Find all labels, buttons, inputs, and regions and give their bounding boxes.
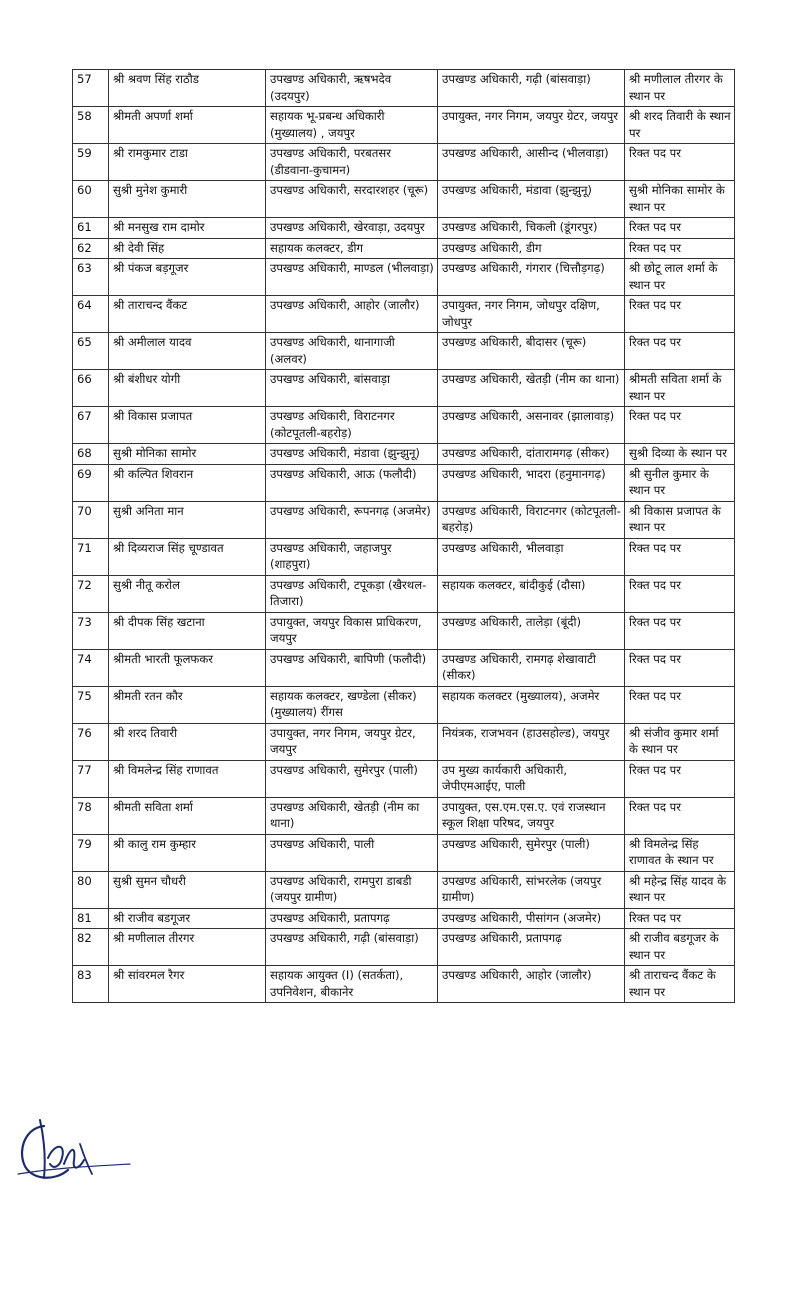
- serial-number-cell: 60: [73, 181, 109, 218]
- serial-number-cell: 71: [73, 538, 109, 575]
- officer-name-cell: श्रीमती रतन कौर: [109, 686, 266, 723]
- serial-number-cell: 65: [73, 333, 109, 370]
- table-row: [73, 966, 735, 1003]
- current-posting-cell: उपखण्ड अधिकारी, रामपुरा डाबडी (जयपुर ग्रामीण): [266, 871, 438, 908]
- new-posting-cell: उपखण्ड अधिकारी, भादरा (हनुमानगढ़): [438, 464, 625, 501]
- table-row: [73, 686, 735, 723]
- new-posting-cell: उपखण्ड अधिकारी, आसीन्द (भीलवाड़ा): [438, 144, 625, 181]
- remark-cell: रिक्त पद पर: [625, 649, 735, 686]
- transfer-list-table: [72, 69, 735, 1003]
- remark-cell: श्री विकास प्रजापत के स्थान पर: [625, 501, 735, 538]
- new-posting-cell: उपायुक्त, नगर निगम, जोधपुर दक्षिण, जोधपुर: [438, 296, 625, 333]
- remark-cell: श्री शरद तिवारी के स्थान पर: [625, 107, 735, 144]
- officer-name-cell: श्रीमती अपर्णा शर्मा: [109, 107, 266, 144]
- current-posting-cell: उपखण्ड अधिकारी, बापिणी (फलौदी): [266, 649, 438, 686]
- current-posting-cell: उपखण्ड अधिकारी, विराटनगर (कोटपूतली-बहरोड़): [266, 407, 438, 444]
- table-row: [73, 575, 735, 612]
- serial-number-cell: 69: [73, 464, 109, 501]
- table-row: [73, 501, 735, 538]
- current-posting-cell: उपखण्ड अधिकारी, बांसवाड़ा: [266, 370, 438, 407]
- serial-number-cell: 72: [73, 575, 109, 612]
- officer-name-cell: श्री सांवरमल रैगर: [109, 966, 266, 1003]
- table-row: [73, 259, 735, 296]
- current-posting-cell: उपखण्ड अधिकारी, रूपनगढ़ (अजमेर): [266, 501, 438, 538]
- officer-name-cell: सुश्री मोनिका सामोर: [109, 444, 266, 465]
- remark-cell: सुश्री मोनिका सामोर के स्थान पर: [625, 181, 735, 218]
- serial-number-cell: 63: [73, 259, 109, 296]
- current-posting-cell: सहायक भू-प्रबन्ध अधिकारी (मुख्यालय) , जयपुर: [266, 107, 438, 144]
- new-posting-cell: सहायक कलक्टर (मुख्यालय), अजमेर: [438, 686, 625, 723]
- table-row: [73, 797, 735, 834]
- remark-cell: रिक्त पद पर: [625, 908, 735, 929]
- remark-cell: रिक्त पद पर: [625, 760, 735, 797]
- new-posting-cell: उपखण्ड अधिकारी, सुमेरपुर (पाली): [438, 834, 625, 871]
- officer-name-cell: श्री कालु राम कुम्हार: [109, 834, 266, 871]
- table-row: [73, 218, 735, 239]
- current-posting-cell: सहायक कलक्टर, डीग: [266, 238, 438, 259]
- current-posting-cell: उपखण्ड अधिकारी, परबतसर (डीडवाना-कुचामन): [266, 144, 438, 181]
- officer-name-cell: श्री दीपक सिंह खटाना: [109, 612, 266, 649]
- remark-cell: रिक्त पद पर: [625, 575, 735, 612]
- current-posting-cell: उपखण्ड अधिकारी, थानागाजी (अलवर): [266, 333, 438, 370]
- officer-name-cell: श्री विकास प्रजापत: [109, 407, 266, 444]
- remark-cell: श्री संजीव कुमार शर्मा के स्थान पर: [625, 723, 735, 760]
- remark-cell: रिक्त पद पर: [625, 296, 735, 333]
- current-posting-cell: उपखण्ड अधिकारी, जहाजपुर (शाहपुरा): [266, 538, 438, 575]
- serial-number-cell: 74: [73, 649, 109, 686]
- table-row: [73, 107, 735, 144]
- current-posting-cell: उपखण्ड अधिकारी, पाली: [266, 834, 438, 871]
- officer-name-cell: श्री पंकज बड़गूजर: [109, 259, 266, 296]
- new-posting-cell: उपखण्ड अधिकारी, पीसांगन (अजमेर): [438, 908, 625, 929]
- remark-cell: श्री महेन्द्र सिंह यादव के स्थान पर: [625, 871, 735, 908]
- new-posting-cell: उपखण्ड अधिकारी, गढ़ी (बांसवाड़ा): [438, 70, 625, 107]
- officer-name-cell: श्री राजीव बडगूजर: [109, 908, 266, 929]
- new-posting-cell: उपखण्ड अधिकारी, गंगरार (चित्तौड़गढ़): [438, 259, 625, 296]
- current-posting-cell: उपखण्ड अधिकारी, टपूकड़ा (खैरथल-तिजारा): [266, 575, 438, 612]
- serial-number-cell: 81: [73, 908, 109, 929]
- current-posting-cell: उपखण्ड अधिकारी, आहोर (जालौर): [266, 296, 438, 333]
- officer-name-cell: श्री दिव्यराज सिंह चूण्डावत: [109, 538, 266, 575]
- remark-cell: रिक्त पद पर: [625, 333, 735, 370]
- new-posting-cell: उपखण्ड अधिकारी, प्रतापगढ़: [438, 929, 625, 966]
- new-posting-cell: नियंत्रक, राजभवन (हाउसहोल्ड), जयपुर: [438, 723, 625, 760]
- new-posting-cell: उपायुक्त, नगर निगम, जयपुर ग्रेटर, जयपुर: [438, 107, 625, 144]
- remark-cell: रिक्त पद पर: [625, 218, 735, 239]
- remark-cell: रिक्त पद पर: [625, 144, 735, 181]
- table-row: [73, 70, 735, 107]
- serial-number-cell: 82: [73, 929, 109, 966]
- officer-name-cell: सुश्री सुमन चौधरी: [109, 871, 266, 908]
- new-posting-cell: उपखण्ड अधिकारी, भीलवाड़ा: [438, 538, 625, 575]
- new-posting-cell: उपखण्ड अधिकारी, चिकली (डूंगरपुर): [438, 218, 625, 239]
- new-posting-cell: उपखण्ड अधिकारी, रामगढ़ शेखावाटी (सीकर): [438, 649, 625, 686]
- serial-number-cell: 73: [73, 612, 109, 649]
- officer-name-cell: श्री बंशीधर योगी: [109, 370, 266, 407]
- officer-name-cell: सुश्री मुनेश कुमारी: [109, 181, 266, 218]
- current-posting-cell: उपखण्ड अधिकारी, सरदारशहर (चूरू): [266, 181, 438, 218]
- new-posting-cell: उपखण्ड अधिकारी, खेतड़ी (नीम का थाना): [438, 370, 625, 407]
- remark-cell: रिक्त पद पर: [625, 797, 735, 834]
- table-row: [73, 871, 735, 908]
- officer-name-cell: श्रीमती सविता शर्मा: [109, 797, 266, 834]
- table-row: [73, 444, 735, 465]
- table-row: [73, 929, 735, 966]
- current-posting-cell: उपखण्ड अधिकारी, मंडावा (झुन्झुनू): [266, 444, 438, 465]
- remark-cell: रिक्त पद पर: [625, 407, 735, 444]
- table-row: [73, 538, 735, 575]
- remark-cell: श्री मणीलाल तीरगर के स्थान पर: [625, 70, 735, 107]
- serial-number-cell: 80: [73, 871, 109, 908]
- new-posting-cell: उप मुख्य कार्यकारी अधिकारी, जेपीएमआईए, पाली: [438, 760, 625, 797]
- serial-number-cell: 70: [73, 501, 109, 538]
- serial-number-cell: 78: [73, 797, 109, 834]
- officer-name-cell: श्री देवी सिंह: [109, 238, 266, 259]
- table-row: [73, 407, 735, 444]
- handwritten-signature-icon: [14, 1108, 134, 1188]
- new-posting-cell: उपखण्ड अधिकारी, तालेड़ा (बूंदी): [438, 612, 625, 649]
- current-posting-cell: उपखण्ड अधिकारी, सुमेरपुर (पाली): [266, 760, 438, 797]
- officer-name-cell: श्री श्रवण सिंह राठौड: [109, 70, 266, 107]
- officer-name-cell: सुश्री अनिता मान: [109, 501, 266, 538]
- serial-number-cell: 75: [73, 686, 109, 723]
- current-posting-cell: उपखण्ड अधिकारी, प्रतापगढ़: [266, 908, 438, 929]
- new-posting-cell: उपखण्ड अधिकारी, डीग: [438, 238, 625, 259]
- remark-cell: रिक्त पद पर: [625, 538, 735, 575]
- officer-name-cell: श्रीमती भारती फूलफकर: [109, 649, 266, 686]
- table-row: [73, 181, 735, 218]
- serial-number-cell: 66: [73, 370, 109, 407]
- officer-name-cell: श्री अमीलाल यादव: [109, 333, 266, 370]
- remark-cell: श्रीमती सविता शर्मा के स्थान पर: [625, 370, 735, 407]
- current-posting-cell: उपखण्ड अधिकारी, खेरवाड़ा, उदयपुर: [266, 218, 438, 239]
- new-posting-cell: उपखण्ड अधिकारी, मंडावा (झुन्झुनू): [438, 181, 625, 218]
- current-posting-cell: उपखण्ड अधिकारी, खेतड़ी (नीम का थाना): [266, 797, 438, 834]
- serial-number-cell: 61: [73, 218, 109, 239]
- remark-cell: रिक्त पद पर: [625, 238, 735, 259]
- current-posting-cell: उपायुक्त, नगर निगम, जयपुर ग्रेटर, जयपुर: [266, 723, 438, 760]
- new-posting-cell: उपायुक्त, एस.एम.एस.ए. एवं राजस्थान स्कूल शिक्षा परिषद, जयपुर: [438, 797, 625, 834]
- table-row: [73, 370, 735, 407]
- officer-name-cell: श्री विमलेन्द्र सिंह राणावत: [109, 760, 266, 797]
- new-posting-cell: उपखण्ड अधिकारी, दांतारामगढ़ (सीकर): [438, 444, 625, 465]
- current-posting-cell: उपखण्ड अधिकारी, आऊ (फलौदी): [266, 464, 438, 501]
- current-posting-cell: उपखण्ड अधिकारी, गढ़ी (बांसवाड़ा): [266, 929, 438, 966]
- serial-number-cell: 77: [73, 760, 109, 797]
- table-row: [73, 144, 735, 181]
- table-row: [73, 296, 735, 333]
- remark-cell: श्री छोटू लाल शर्मा के स्थान पर: [625, 259, 735, 296]
- officer-name-cell: श्री मनसुख राम दामोर: [109, 218, 266, 239]
- officer-name-cell: सुश्री नीतू करोल: [109, 575, 266, 612]
- serial-number-cell: 64: [73, 296, 109, 333]
- remark-cell: श्री सुनील कुमार के स्थान पर: [625, 464, 735, 501]
- remark-cell: सुश्री दिव्या के स्थान पर: [625, 444, 735, 465]
- officer-name-cell: श्री कल्पित शिवरान: [109, 464, 266, 501]
- new-posting-cell: उपखण्ड अधिकारी, विराटनगर (कोटपूतली-बहरोड़): [438, 501, 625, 538]
- officer-name-cell: श्री ताराचन्द वैंकट: [109, 296, 266, 333]
- serial-number-cell: 76: [73, 723, 109, 760]
- serial-number-cell: 59: [73, 144, 109, 181]
- remark-cell: श्री राजीव बडगूजर के स्थान पर: [625, 929, 735, 966]
- remark-cell: रिक्त पद पर: [625, 612, 735, 649]
- table-row: [73, 908, 735, 929]
- remark-cell: श्री ताराचन्द वैंकट के स्थान पर: [625, 966, 735, 1003]
- serial-number-cell: 58: [73, 107, 109, 144]
- officer-name-cell: श्री रामकुमार टाडा: [109, 144, 266, 181]
- serial-number-cell: 79: [73, 834, 109, 871]
- serial-number-cell: 62: [73, 238, 109, 259]
- table-row: [73, 649, 735, 686]
- new-posting-cell: उपखण्ड अधिकारी, सांभरलेक (जयपुर ग्रामीण): [438, 871, 625, 908]
- table-body: [73, 70, 735, 1003]
- serial-number-cell: 68: [73, 444, 109, 465]
- table-row: [73, 238, 735, 259]
- current-posting-cell: उपखण्ड अधिकारी, ऋषभदेव (उदयपुर): [266, 70, 438, 107]
- current-posting-cell: उपखण्ड अधिकारी, माण्डल (भीलवाड़ा): [266, 259, 438, 296]
- officer-name-cell: श्री शरद तिवारी: [109, 723, 266, 760]
- current-posting-cell: सहायक आयुक्त (I) (सतर्कता), उपनिवेशन, बीकानेर: [266, 966, 438, 1003]
- current-posting-cell: उपायुक्त, जयपुर विकास प्राधिकरण, जयपुर: [266, 612, 438, 649]
- new-posting-cell: उपखण्ड अधिकारी, आहोर (जालौर): [438, 966, 625, 1003]
- remark-cell: श्री विमलेन्द्र सिंह राणावत के स्थान पर: [625, 834, 735, 871]
- table-row: [73, 612, 735, 649]
- serial-number-cell: 57: [73, 70, 109, 107]
- table-row: [73, 760, 735, 797]
- current-posting-cell: सहायक कलक्टर, खण्डेला (सीकर) (मुख्यालय) रींगस: [266, 686, 438, 723]
- serial-number-cell: 83: [73, 966, 109, 1003]
- new-posting-cell: उपखण्ड अधिकारी, असनावर (झालावाड़): [438, 407, 625, 444]
- new-posting-cell: सहायक कलक्टर, बांदीकुई (दौसा): [438, 575, 625, 612]
- table-row: [73, 723, 735, 760]
- table-row: [73, 834, 735, 871]
- new-posting-cell: उपखण्ड अधिकारी, बीदासर (चूरू): [438, 333, 625, 370]
- officer-name-cell: श्री मणीलाल तीरगर: [109, 929, 266, 966]
- serial-number-cell: 67: [73, 407, 109, 444]
- remark-cell: रिक्त पद पर: [625, 686, 735, 723]
- table-row: [73, 333, 735, 370]
- table-row: [73, 464, 735, 501]
